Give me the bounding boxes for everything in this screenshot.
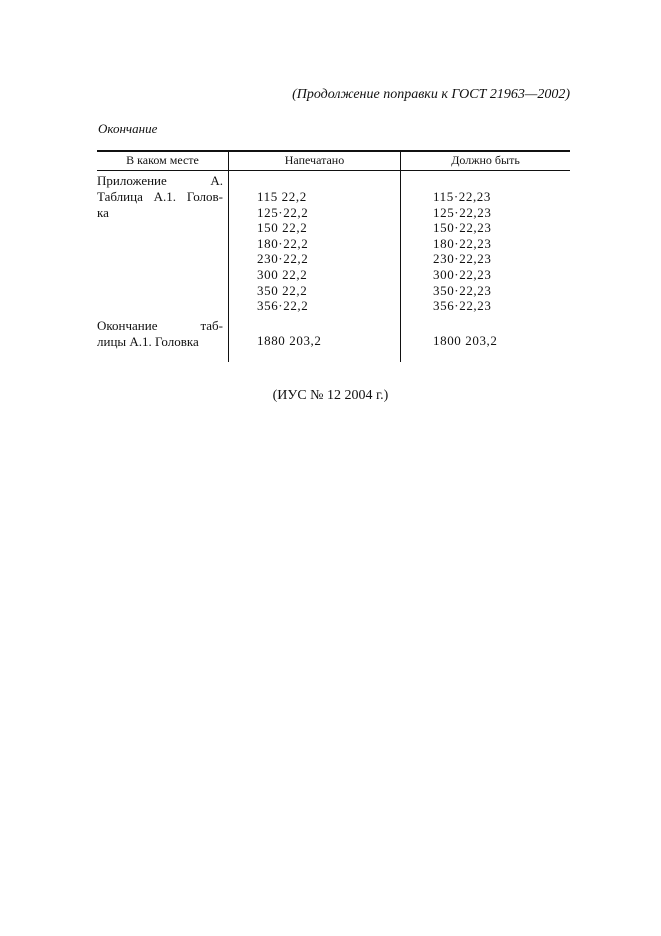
correction-header: (Продолжение поправки к ГОСТ 21963—2002) [292, 87, 570, 102]
column-divider-1 [228, 150, 229, 362]
row-2-location-line: лицы А.1. Головка [97, 334, 199, 349]
printed-value: 125·22,2 [257, 204, 309, 220]
row-2-printed-value: 1880 203,2 [257, 333, 322, 348]
row-2-location [97, 318, 223, 350]
corrected-value: 356·22,23 [433, 298, 492, 314]
row-2-corrected-value: 1800 203,2 [433, 333, 498, 348]
corrections-table [97, 150, 570, 362]
corrected-value: 230·22,23 [433, 251, 492, 267]
table-header-rule [97, 170, 570, 171]
row-1-location [97, 173, 223, 221]
printed-value: 300 22,2 [257, 266, 308, 282]
subtitle-ending: Окончание [98, 121, 158, 136]
publication-reference: (ИУС № 12 2004 г.) [272, 388, 389, 403]
column-header-location: В каком месте [126, 153, 199, 167]
corrected-value: 300·22,23 [433, 266, 492, 282]
row-1-corrected-values [433, 189, 491, 314]
printed-value: 350 22,2 [257, 282, 308, 298]
column-header-should-be: Должно быть [451, 153, 520, 167]
row-1-location-line: Таблица А.1. Голов- [97, 189, 223, 204]
printed-value: 180·22,2 [257, 235, 309, 251]
row-2-location-line: Окончание таб- [97, 318, 223, 333]
printed-value: 150 22,2 [257, 220, 308, 236]
printed-value: 356·22,2 [257, 298, 309, 314]
corrected-value: 350·22,23 [433, 282, 492, 298]
corrected-value: 150·22,23 [433, 220, 492, 236]
corrected-value: 125·22,23 [433, 204, 492, 220]
column-header-printed: Напечатано [284, 153, 345, 167]
printed-value: 230·22,2 [257, 251, 309, 267]
corrected-value: 180·22,23 [433, 235, 492, 251]
row-1-printed-values [257, 189, 308, 314]
row-1-location-line: ка [97, 205, 109, 220]
printed-value: 115 22,2 [257, 189, 307, 204]
row-1-location-line: Приложение А. [97, 173, 223, 188]
table-top-rule [97, 150, 570, 152]
corrected-value: 115·22,23 [433, 189, 491, 204]
column-divider-2 [400, 150, 401, 362]
